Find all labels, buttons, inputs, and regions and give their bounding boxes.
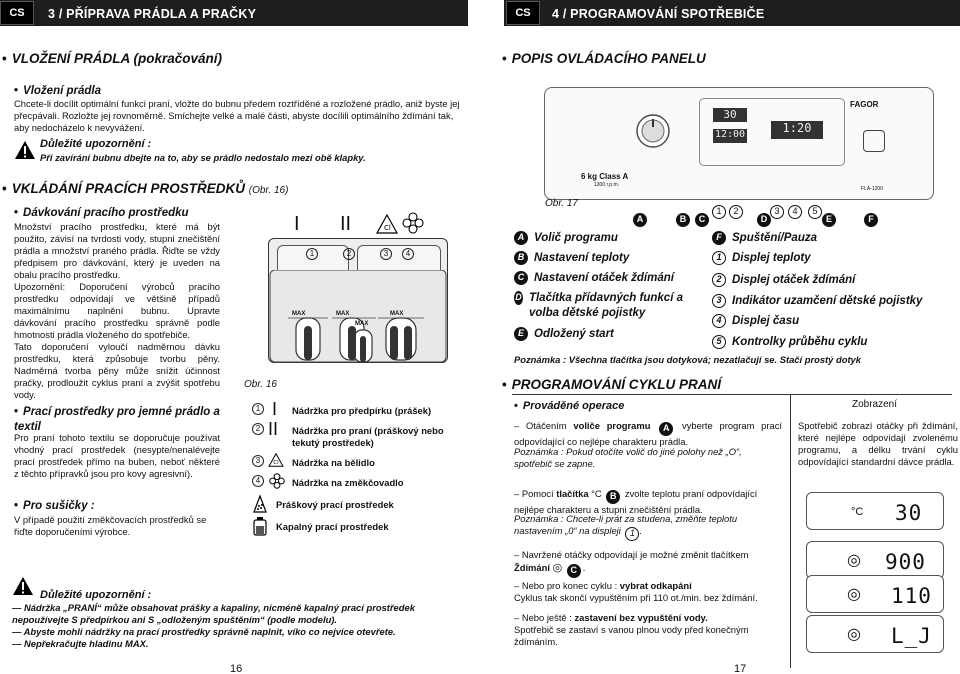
slot-number-2: 2: [343, 248, 355, 260]
legend-text-2: Nádržka pro praní (práškový nebo tekutý prostředek): [292, 425, 444, 449]
powder-detergent-icon: [252, 494, 268, 514]
fig17-letter-A: A: [633, 213, 647, 227]
max-label-4: MAX: [390, 311, 404, 317]
panel-button-start: [863, 130, 885, 152]
warning-text: Při zavírání bubnu dbejte na to, aby se prádlo nedostalo mezi obě klapky.: [40, 152, 366, 163]
fig16-label-II: II: [340, 213, 352, 235]
func-D: D Tlačítka přídavných funkcí a volba dětské pojistky: [515, 292, 683, 319]
svg-text:Cl: Cl: [384, 224, 391, 232]
func-A: A Volič programu: [514, 231, 618, 246]
legend-softener-icon: [269, 473, 285, 489]
func-C: C Nastavení otáček ždímání: [514, 271, 674, 286]
vlozeni-text: Chcete-li docílit optimální funkci praní, vložte do bubnu předem roztříděné a rozložené prádlo, aniž byste jej přecpávali. Rozložte jej rovnoměrně. Smíchejte velké a malé části, abyste docílili optimálního ždímání tak, aby nedocházelo k nevyvážení.: [14, 98, 460, 134]
legend-text-3: Nádržka na bělidlo: [292, 457, 375, 468]
display-stop: [806, 615, 944, 653]
warning-icon: [14, 140, 36, 160]
table-divider: [512, 394, 952, 395]
fig17-letter-D: D: [757, 213, 771, 227]
page-number-right: 17: [734, 663, 747, 674]
section-title-programovani: • PROGRAMOVÁNÍ CYKLU PRANÍ: [502, 376, 721, 393]
fig17-letter-C: C: [695, 213, 709, 227]
softener-flower-icon: [402, 212, 424, 234]
subtitle-vlozeni: • Vložení prádla: [14, 84, 101, 99]
slot-number-1: 1: [306, 248, 318, 260]
panel-model: FLA-1200: [861, 186, 883, 192]
legend-sym-1: I: [272, 399, 278, 419]
jemne-text: Pro praní tohoto textilu se doporučuje používat vhodný prací prostředek (nesypte/nenalévejte prací prostředek přímo na buben, neboť některé z těchto přípravků jsou pro kovy agresivní).: [14, 432, 220, 480]
subtitle-susicky: • Pro sušičky :: [14, 499, 95, 514]
panel-display-3: 1:20: [771, 121, 823, 139]
warning2-line-1: — Nádržka „PRANÍ“ může obsahovat prášky a kapaliny, nicméně kapalný prací prostředek nepoužívejte S předpírkou ani S „odloženým spuštěním“ (podle modelu).: [12, 602, 415, 626]
col-head-operace: • Prováděné operace: [514, 399, 624, 413]
warning2-line-3: — Nepřekračujte hladinu MAX.: [12, 638, 149, 649]
fig17-letter-B: B: [676, 213, 690, 227]
legend-text-1: Nádržka pro předpírku (prášek): [292, 405, 432, 416]
legend-sym-2: II: [268, 419, 279, 439]
func-1: 1 Displej teploty: [712, 251, 811, 266]
subtitle-jemne: • Prací prostředky pro jemné prádlo a textil: [14, 405, 220, 434]
legend-num-1: 1: [252, 403, 264, 415]
op2-note: Poznámka : Chcete-li prát za studena, změňte teplotu nastavením „0“ na displeji 1 .: [514, 513, 786, 541]
op1-text: – Otáčením voliče programu A vyberte program prací odpovídající co nejlépe charakteru prádla.: [514, 420, 783, 447]
fig17-caption: Obr. 17: [545, 198, 578, 209]
display-spin-value: 900: [885, 550, 926, 574]
legend-num-3: 3: [252, 455, 264, 467]
section-title-popis: • POPIS OVLÁDACÍHO PANELU: [502, 50, 706, 67]
svg-text:Cl: Cl: [273, 460, 279, 467]
display-drain: [806, 575, 944, 613]
fig16-label-I: I: [294, 213, 300, 235]
table-col-divider: [790, 394, 791, 668]
davkovani-text: Množství pracího prostředku, které má být použito, závisí na tvrdosti vody, stupni znečištění prádla a množství praného prádla. Řiďte se vždy předpisem pro dávkování, který je uveden na obalu pracího prostředku. Upozornění: Doporučení výrobců pracího prostředku odpovídají ve většině případů maximálnímu naplnění bubnu. Upravte dávkování pracího prostředku správně podle hmotnosti prádla vloženého do spotřebiče. Tato doporučení vyloučí nadměrnou dávku prostředku, která způsobuje tvorbu pěny. Nadměrná tvorba pěny může snížit účinnost pračky, prodloužit cyklus praní a zvýšit spotřebu vody.: [14, 221, 220, 401]
bleach-icon: [376, 214, 398, 234]
slot-number-4: 4: [402, 248, 414, 260]
op1-note: Poznámka : Pokud otočíte volič do jiné polohy než „O“, spotřebič se zapne.: [514, 446, 742, 470]
display-temp-value: 30: [895, 501, 923, 525]
max-label-3: MAX: [355, 321, 369, 327]
panel-display-1: 30: [713, 108, 747, 122]
fig17-num-4: 4: [788, 205, 802, 219]
op1-display-text: Spotřebič zobrazí otáčky při ždímání, které nejlépe odpovídají zvolenému programu, a délku trvání cyklu odpovídající standardní dávce prádla.: [798, 420, 958, 468]
fig17-letter-F: F: [864, 213, 878, 227]
max-label-1: MAX: [292, 311, 306, 317]
left-lang-badge: CS: [0, 1, 34, 25]
display-temp-symbol: °C: [851, 506, 864, 518]
warning2-line-2: — Abyste mohli nádržky na prací prostředky správně naplnit, víko co nejvíce otevřete.: [12, 626, 396, 637]
subtitle-davkovani: • Dávkování pracího prostředku: [14, 206, 189, 221]
control-panel-drawing: [544, 87, 934, 200]
section-title-vlozeni: • VLOŽENÍ PRÁDLA (pokračování): [2, 50, 222, 67]
panel-knob: [635, 113, 671, 149]
legend-num-2: 2: [252, 423, 264, 435]
legend-text-4: Nádržka na změkčovadlo: [292, 477, 404, 488]
panel-rpm: 1300 r.p.m.: [594, 182, 620, 188]
op5-text: – Nebo ještě : zastavení bez vypuštění vody. Spotřebič se zastaví s vanou plnou vody před konečným ždímáním.: [514, 612, 749, 648]
fig17-num-5: 5: [808, 205, 822, 219]
func-3: 3 Indikátor uzamčení dětské pojistky: [712, 294, 922, 309]
func-B: B Nastavení teploty: [514, 251, 629, 266]
panel-display-2: 12:00: [713, 129, 747, 143]
func-5: 5 Kontrolky průběhu cyklu: [712, 335, 867, 350]
func-2: 2 Displej otáček ždímání: [712, 273, 855, 288]
legend-bleach-icon: [268, 453, 284, 467]
warning-icon-2: [12, 576, 34, 596]
op2-text: – Pomocí tlačítka °C B zvolte teplotu praní odpovídající nejlépe charakteru a stupni znečištění prádla.: [514, 488, 758, 515]
warning-title: Důležité upozornění :: [40, 138, 152, 150]
liquid-detergent-icon: [253, 516, 267, 536]
display-spin: [806, 541, 944, 579]
op3-text: – Navržené otáčky odpovídají je možné změnit tlačítkem Ždímání ◎ C .: [514, 549, 786, 578]
func-F: F Spuštění/Pauza: [712, 231, 817, 246]
page-number-left: 16: [230, 663, 243, 674]
fig17-num-3: 3: [770, 205, 784, 219]
panel-note: Poznámka : Všechna tlačítka jsou dotyková; nezatlačují se. Stačí prostý dotyk: [514, 354, 861, 365]
op4-text: – Nebo pro konec cyklu : vybrat odkapání Cyklus tak skončí vypuštěním při 110 ot./min. bez ždímání.: [514, 580, 758, 604]
display-stop-value: L_J: [891, 624, 932, 648]
warning2-title: Důležité upozornění :: [40, 589, 152, 601]
slot-number-3: 3: [380, 248, 392, 260]
func-E: E Odložený start: [514, 327, 614, 342]
fig17-num-2: 2: [729, 205, 743, 219]
func-4: 4 Displej času: [712, 314, 799, 329]
display-temp: [806, 492, 944, 530]
left-header-title: 3 / PŘÍPRAVA PRÁDLA A PRAČKY: [48, 7, 257, 21]
fig17-letter-E: E: [822, 213, 836, 227]
fig17-num-1: 1: [712, 205, 726, 219]
legend-text-6: Kapalný prací prostředek: [276, 521, 389, 532]
susicky-text: V případě použití změkčovacích prostředků se řiďte doporučeními výrobce.: [14, 514, 207, 538]
right-lang-badge: CS: [506, 1, 540, 25]
panel-display-frame: [699, 98, 845, 166]
max-label-2: MAX: [336, 311, 350, 317]
legend-text-5: Práškový prací prostředek: [276, 499, 394, 510]
spin-icon: ◎: [847, 552, 861, 569]
panel-kg: 6 kg Class A: [581, 172, 629, 181]
col-head-zobrazeni: Zobrazení: [852, 399, 898, 410]
stop-spin-icon: ◎: [847, 626, 861, 643]
legend-num-4: 4: [252, 475, 264, 487]
panel-brand: FAGOR: [850, 100, 879, 109]
fig16-caption: Obr. 16: [244, 379, 277, 390]
section-title-vkladani: • VKLÁDÁNÍ PRACÍCH PROSTŘEDKŮ (Obr. 16): [2, 180, 288, 198]
display-drain-value: 110: [891, 584, 932, 608]
drain-spin-icon: ◎: [847, 586, 861, 603]
right-header-title: 4 / PROGRAMOVÁNÍ SPOTŘEBIČE: [552, 7, 765, 21]
